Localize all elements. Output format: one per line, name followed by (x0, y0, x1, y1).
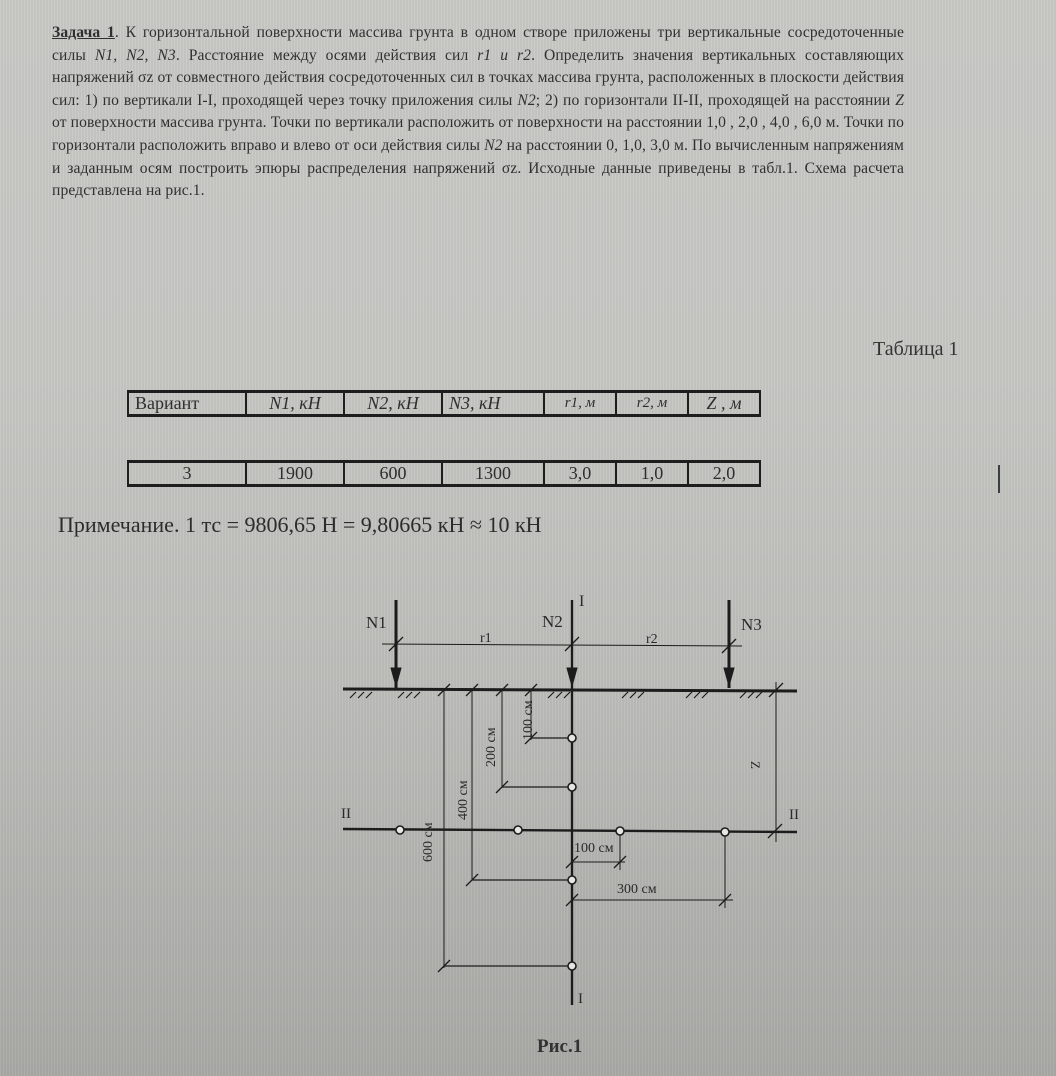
label-dim-100-horizontal: 100 см (574, 841, 614, 856)
cell-n3: 1300 (442, 462, 544, 486)
header-r2: r2, м (616, 392, 688, 416)
table-caption: Таблица 1 (873, 338, 959, 360)
label-dim-600: 600 см (421, 822, 436, 862)
ground-hatching (350, 692, 762, 698)
label-n1: N1 (366, 613, 387, 632)
label-dim-200: 200 см (484, 727, 499, 767)
label-axis-II-left: II (341, 806, 351, 822)
header-r1: r1, м (544, 392, 616, 416)
label-dim-400: 400 см (456, 780, 471, 820)
label-axis-I-top: I (579, 593, 585, 610)
distance-symbols: r1 и r2 (477, 46, 532, 64)
figure-caption: Рис.1 (537, 1036, 583, 1057)
header-variant: Вариант (128, 392, 246, 416)
cell-z: 2,0 (688, 462, 760, 486)
cell-r2: 1,0 (616, 462, 688, 486)
task-statement: Задача 1. К горизонтальной поверхности массива грунта в одном створе приложены три вертикальные сосредоточенные силы N1, N2, N3. Расстояние между осями действия сил r1 и r2. Определить значения вертикальных составляющих напряжений σz от совместного действия сосредоточенных сил в точках массива грунта, расположенных в плоскости действия сил: 1) по вертикали I-I, проходящей через точку приложения силы N2; 2) по горизонтали II-II, проходящей на расстоянии Z от поверхности массива грунта. Точки по вертикали расположить от поверхности на расстоянии 1,0 , 2,0 , 4,0 , 6,0 м. Точки по горизонтали расположить вправо и влево от оси действия силы N2 на расстоянии 0, 1,0, 3,0 м. По вычисленным напряжениям и заданным осям построить эпюры распределения напряжений σz. Исходные данные приведены в табл.1. Схема расчета представлена на рис.1. (52, 24, 905, 200)
ground-surface-line (343, 689, 797, 691)
label-z: Z (748, 761, 763, 769)
cell-n1: 1900 (246, 462, 344, 486)
label-dim-100-vertical: 100 см (521, 700, 536, 740)
cell-variant: 3 (128, 462, 246, 486)
dimension-r-line (382, 644, 742, 646)
label-dim-300: 300 см (617, 882, 657, 897)
label-axis-II-right: II (789, 807, 799, 823)
header-n3: N3, кН (442, 392, 544, 416)
header-n2: N2, кН (344, 392, 442, 416)
label-axis-I-bottom: I (578, 991, 583, 1007)
label-r1: r1 (480, 631, 492, 646)
cell-n2: 600 (344, 462, 442, 486)
label-r2: r2 (646, 632, 658, 647)
task-title: Задача 1 (52, 24, 115, 41)
label-n2: N2 (542, 612, 563, 631)
cell-r1: 3,0 (544, 462, 616, 486)
header-n1: N1, кН (246, 392, 344, 416)
note-conversion: Примечание. 1 тс = 9806,65 Н = 9,80665 кН ≈ 10 кН (58, 512, 542, 537)
label-n3: N3 (741, 615, 762, 634)
forces-symbols: N1, N2, N3 (94, 46, 176, 64)
header-z: Z , м (688, 392, 760, 416)
